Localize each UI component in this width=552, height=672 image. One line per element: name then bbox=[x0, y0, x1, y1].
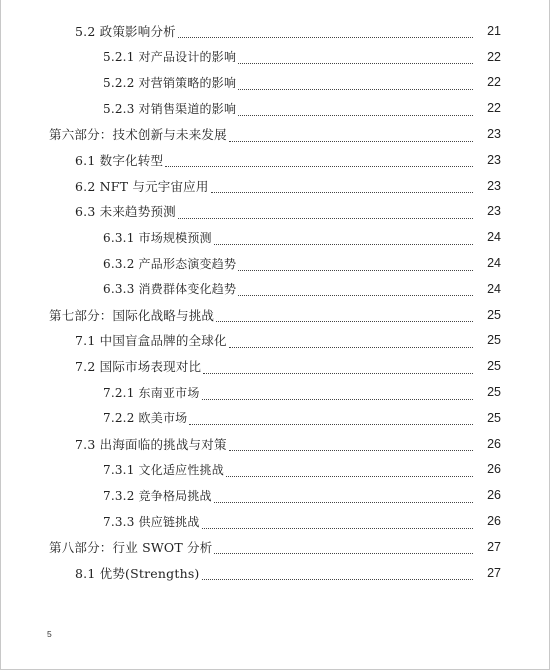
toc-entry-label: 6.2 NFT 与元宇宙应用 bbox=[75, 178, 209, 194]
toc-dot-leader bbox=[238, 53, 473, 64]
toc-dot-leader bbox=[214, 492, 473, 503]
toc-entry-page: 21 bbox=[487, 23, 501, 38]
toc-entry[interactable] bbox=[1, 70, 551, 96]
toc-dot-leader bbox=[211, 182, 473, 193]
toc-entry[interactable] bbox=[1, 121, 551, 147]
toc-dot-leader bbox=[229, 337, 473, 348]
toc-entry-page: 22 bbox=[487, 75, 501, 90]
toc-entry-label: 7.2.2 欧美市场 bbox=[103, 411, 188, 426]
toc-entry-label: 5.2.1 对产品设计的影响 bbox=[103, 50, 237, 65]
toc-dot-leader bbox=[202, 569, 473, 580]
toc-entry-page: 25 bbox=[487, 307, 501, 322]
toc-entry-page: 27 bbox=[487, 565, 501, 580]
toc-entry-label: 6.3 未来趋势预测 bbox=[75, 204, 176, 220]
toc-entry-label: 6.3.2 产品形态演变趋势 bbox=[103, 256, 237, 271]
toc-entry-label: 7.2 国际市场表现对比 bbox=[75, 359, 202, 375]
toc-dot-leader bbox=[238, 285, 473, 296]
toc-dot-leader bbox=[238, 105, 473, 116]
toc-entry[interactable] bbox=[1, 173, 551, 199]
toc-entry[interactable] bbox=[1, 405, 551, 431]
toc-entry-label: 5.2 政策影响分析 bbox=[75, 23, 176, 39]
toc-entry-page: 25 bbox=[487, 410, 501, 425]
toc-entry-page: 26 bbox=[487, 436, 501, 451]
toc-entry-label: 第七部分：国际化战略与挑战 bbox=[49, 307, 215, 323]
toc-entry-page: 26 bbox=[487, 514, 501, 529]
toc-entry-label: 6.3.3 消费群体变化趋势 bbox=[103, 282, 237, 297]
toc-dot-leader bbox=[214, 234, 473, 245]
toc-entry-label: 第六部分：技术创新与未来发展 bbox=[49, 127, 227, 143]
toc-entry-label: 6.3.1 市场规模预测 bbox=[103, 230, 212, 245]
toc-dot-leader bbox=[214, 543, 473, 554]
toc-entry-label: 7.2.1 东南亚市场 bbox=[103, 385, 200, 400]
toc-entry-page: 23 bbox=[487, 204, 501, 219]
toc-dot-leader bbox=[189, 414, 473, 425]
toc-entry[interactable] bbox=[1, 224, 551, 250]
toc-dot-leader bbox=[202, 389, 473, 400]
table-of-contents bbox=[1, 18, 551, 586]
toc-dot-leader bbox=[229, 440, 473, 451]
toc-entry-page: 26 bbox=[487, 488, 501, 503]
toc-entry[interactable] bbox=[1, 199, 551, 225]
toc-entry-page: 23 bbox=[487, 178, 501, 193]
toc-entry[interactable] bbox=[1, 18, 551, 44]
toc-entry[interactable] bbox=[1, 560, 551, 586]
toc-entry-label: 7.3.3 供应链挑战 bbox=[103, 514, 200, 529]
toc-entry-page: 23 bbox=[487, 152, 501, 167]
toc-entry[interactable] bbox=[1, 457, 551, 483]
toc-entry[interactable] bbox=[1, 482, 551, 508]
toc-entry[interactable] bbox=[1, 44, 551, 70]
toc-dot-leader bbox=[178, 208, 473, 219]
toc-entry-label: 5.2.3 对销售渠道的影响 bbox=[103, 101, 237, 116]
toc-entry[interactable] bbox=[1, 328, 551, 354]
toc-dot-leader bbox=[238, 79, 473, 90]
toc-dot-leader bbox=[203, 363, 473, 374]
toc-dot-leader bbox=[165, 156, 473, 167]
toc-entry-label: 6.1 数字化转型 bbox=[75, 152, 164, 168]
toc-entry-label: 7.3.1 文化适应性挑战 bbox=[103, 462, 224, 477]
toc-entry-page: 24 bbox=[487, 230, 501, 245]
toc-entry[interactable] bbox=[1, 534, 551, 560]
toc-entry-page: 27 bbox=[487, 539, 501, 554]
toc-entry-page: 22 bbox=[487, 101, 501, 116]
toc-entry-label: 7.1 中国盲盒品牌的全球化 bbox=[75, 333, 227, 349]
toc-entry-page: 22 bbox=[487, 49, 501, 64]
toc-entry-label: 8.1 优势(Strengths) bbox=[75, 565, 200, 581]
toc-entry-page: 24 bbox=[487, 256, 501, 271]
toc-entry[interactable] bbox=[1, 431, 551, 457]
toc-entry-page: 25 bbox=[487, 385, 501, 400]
toc-dot-leader bbox=[238, 260, 473, 271]
page-number: 5 bbox=[47, 629, 52, 639]
toc-entry[interactable] bbox=[1, 276, 551, 302]
toc-entry-page: 23 bbox=[487, 127, 501, 142]
toc-dot-leader bbox=[229, 131, 473, 142]
toc-entry-label: 7.3 出海面临的挑战与对策 bbox=[75, 436, 227, 452]
toc-entry[interactable] bbox=[1, 353, 551, 379]
toc-entry[interactable] bbox=[1, 302, 551, 328]
toc-entry[interactable] bbox=[1, 95, 551, 121]
toc-entry-page: 24 bbox=[487, 281, 501, 296]
toc-dot-leader bbox=[178, 27, 473, 38]
toc-entry[interactable] bbox=[1, 379, 551, 405]
toc-entry-page: 26 bbox=[487, 462, 501, 477]
toc-entry[interactable] bbox=[1, 147, 551, 173]
toc-dot-leader bbox=[216, 311, 473, 322]
toc-entry-page: 25 bbox=[487, 333, 501, 348]
toc-entry-label: 7.3.2 竞争格局挑战 bbox=[103, 488, 212, 503]
toc-entry[interactable] bbox=[1, 250, 551, 276]
toc-dot-leader bbox=[226, 466, 473, 477]
toc-dot-leader bbox=[202, 518, 473, 529]
toc-entry-label: 5.2.2 对营销策略的影响 bbox=[103, 75, 237, 90]
toc-entry[interactable] bbox=[1, 508, 551, 534]
toc-entry-label: 第八部分：行业 SWOT 分析 bbox=[49, 539, 213, 555]
toc-entry-page: 25 bbox=[487, 359, 501, 374]
